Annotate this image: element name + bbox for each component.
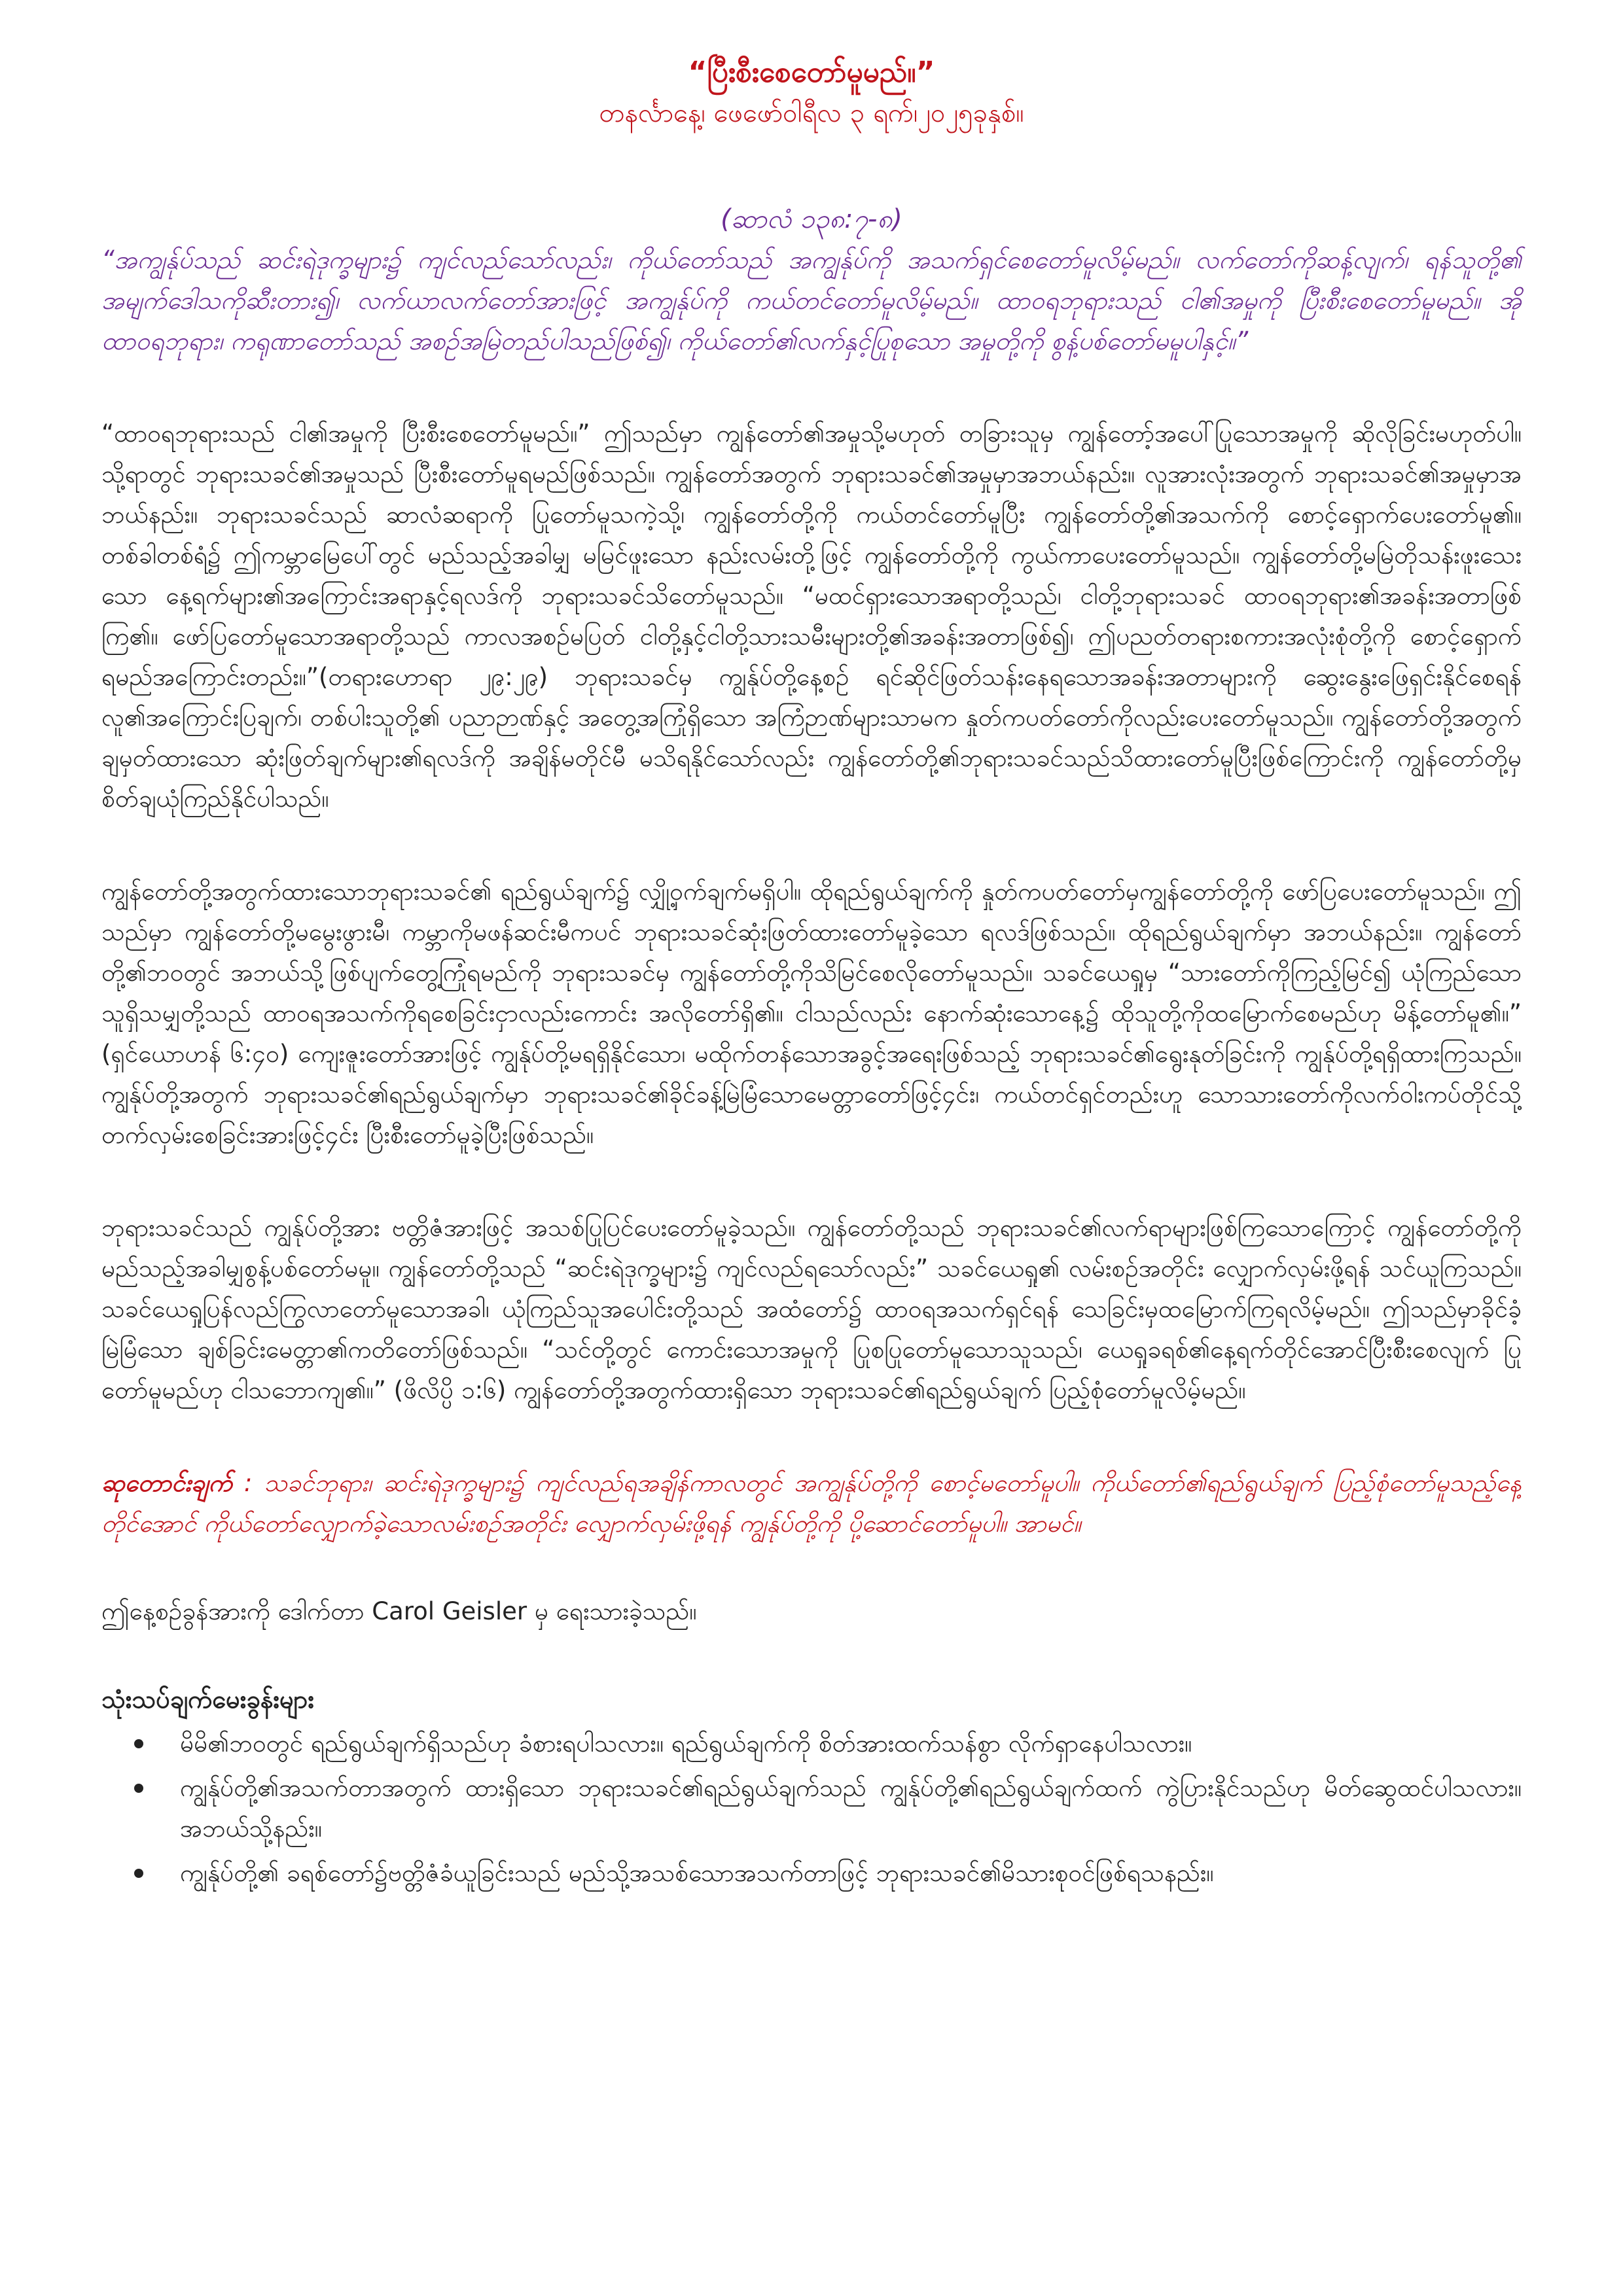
questions-list xyxy=(101,1723,1522,1894)
page-date: တနင်္လာနေ့၊ ဖေဖော်ဝါရီလ ၃ ရက်၊၂၀၂၅ခုနှစ်။ xyxy=(599,98,1024,128)
prayer xyxy=(101,1463,1522,1544)
page-title: “ပြီးစီးစေတော်မူမည်။” xyxy=(688,56,935,89)
prayer-label: ဆုတောင်းချက် xyxy=(101,1469,232,1497)
question-item xyxy=(180,1768,1522,1849)
bullet-icon xyxy=(134,1784,143,1793)
question-text: ကျွန်ုပ်တို့၏ ခရစ်တော်၌ဗတ္တိဇံခံယူခြင်းသည် မည်သို့အသစ်သောအသက်တာဖြင့် ဘုရားသခင်၏မိသားစုဝင်ဖြစ်ရသနည်း။ xyxy=(180,1859,1214,1887)
questions-heading: သုံးသပ်ချက်မေးခွန်းများ xyxy=(101,1685,315,1714)
question-text: ကျွန်ုပ်တို့၏အသက်တာအတွက် ထားရှိသော ဘုရားသခင်၏ရည်ရွယ်ချက်သည် ကျွန်ုပ်တို့၏ရည်ရွယ်ချက်ထက် ကွဲပြားနိုင်သည်ဟု မိတ်ဆွေထင်ပါသလား။ အဘယ်သို့နည်း။ xyxy=(180,1774,1522,1843)
body-paragraph-1: “ထာဝရဘုရားသည် ငါ၏အမှုကို ပြီးစီးစေတော်မူမည်။” ဤသည်မှာ ကျွန်တော်၏အမှုသို့မဟုတ် တခြားသူမှ ကျွန်တော့်အပေါ်ပြုသောအမှုကို ဆိုလိုခြင်းမဟုတ်ပါ။ သို့ရာတွင် ဘုရားသခင်၏အမှုသည် ပြီးစီးတော်မူရမည်ဖြစ်သည်။ ကျွန်တော်အတွက် ဘုရားသခင်၏အမှုမှာအဘယ်နည်း။ လူအားလုံးအတွက် ဘုရားသခင်၏အမှုမှာအဘယ်နည်း။ ဘုရားသခင်သည် ဆာလံဆရာကို ပြုတော်မူသကဲ့သို့၊ ကျွန်တော်တို့ကို ကယ်တင်တော်မူပြီး ကျွန်တော်တို့၏အသက်ကို စောင့်ရှောက်ပေးတော်မူ၏။ တစ်ခါတစ်ရံ၌ ဤကမ္ဘာမြေပေါ်တွင် မည်သည့်အခါမျှ မမြင်ဖူးသော နည်းလမ်းတို့ဖြင့် ကျွန်တော်တို့ကို ကွယ်ကာပေးတော်မူသည်။ ကျွန်တော်တို့မမြဲတိုသန်းဖူးသေးသော နေ့ရက်များ၏အကြောင်းအရာနှင့်ရလဒ်ကို ဘုရားသခင်သိတော်မူသည်။ “မထင်ရှားသောအရာတို့သည်၊ ငါတို့ဘုရားသခင် ထာဝရဘုရား၏အခန်းအတာဖြစ်ကြ၏။ ဖော်ပြတော်မူသောအရာတို့သည် ကာလအစဉ်မပြတ် ငါတို့နှင့်ငါတို့သားသမီးများတို့၏အခန်းအတာဖြစ်၍၊ ဤပညတ်တရားစကားအလုံးစုံတို့ကို စောင့်ရှောက်ရမည်အကြောင်းတည်း။”(တရားဟောရာ ၂၉:၂၉) ဘုရားသခင်မှ ကျွန်ုပ်တို့နေ့စဉ် ရင်ဆိုင်ဖြတ်သန်းနေရသောအခန်းအတာများကို ဆွေးနွေးဖြေရှင်းနိုင်စေရန် လူ၏အကြောင်းပြချက်၊ တစ်ပါးသူတို့၏ ပညာဉာဏ်နှင့် အတွေ့အကြုံရှိသော အကြံဉာဏ်များသာမက နှုတ်ကပတ်တော်ကိုလည်းပေးတော်မူသည်။ ကျွန်တော်တို့အတွက်ချမှတ်ထားသော ဆုံးဖြတ်ချက်များ၏ရလဒ်ကို အချိန်မတိုင်မီ မသိရနိုင်သော်လည်း ကျွန်တော်တို့၏ဘုရားသခင်သည်သိထားတော်မူပြီးဖြစ်ကြောင်းကို ကျွန်တော်တို့မှ စိတ်ချယုံကြည်နိုင်ပါသည်။ xyxy=(101,419,1522,813)
body-paragraph-2: ကျွန်တော်တို့အတွက်ထားသောဘုရားသခင်၏ ရည်ရွယ်ချက်၌ လျှို့ဝှက်ချက်မရှိပါ။ ထိုရည်ရွယ်ချက်ကို နှုတ်ကပတ်တော်မှကျွန်တော်တို့ကို ဖော်ပြပေးတော်မူသည်။ ဤသည်မှာ ကျွန်တော်တို့မမွေးဖွားမီ၊ ကမ္ဘာကိုမဖန်ဆင်းမီကပင် ဘုရားသခင်ဆုံးဖြတ်ထားတော်မူခဲ့သော ရလဒ်ဖြစ်သည်။ ထိုရည်ရွယ်ချက်မှာ အဘယ်နည်း။ ကျွန်တော်တို့၏ဘဝတွင် အဘယ်သို့ဖြစ်ပျက်တွေ့ကြုံရမည်ကို ဘုရားသခင်မှ ကျွန်တော်တို့ကိုသိမြင်စေလိုတော်မူသည်။ သခင်ယေရှုမှ “သားတော်ကိုကြည့်မြင်၍ ယုံကြည်သောသူရှိသမျှတို့သည် ထာဝရအသက်ကိုရစေခြင်းငှာလည်းကောင်း အလိုတော်ရှိ၏။ ငါသည်လည်း နောက်ဆုံးသောနေ့၌ ထိုသူတို့ကိုထမြောက်စေမည်ဟု မိန့်တော်မူ၏။” (ရှင်ယောဟန် ၆:၄၀) ကျေးဇူးတော်အားဖြင့် ကျွန်ုပ်တို့မရရှိနိုင်သော၊ မထိုက်တန်သောအခွင့်အရေးဖြစ်သည့် ဘုရားသခင်၏ရွေးနုတ်ခြင်းကို ကျွန်ုပ်တို့ရရှိထားကြသည်။ ကျွန်ုပ်တို့အတွက် ဘုရားသခင်၏ရည်ရွယ်ချက်မှာ ဘုရားသခင်၏ခိုင်ခန့်မြဲမြံသောမေတ္တာတော်ဖြင့်၄င်း၊ ကယ်တင်ရှင်တည်းဟူ သောသားတော်ကိုလက်ဝါးကပ်တိုင်သို့ တက်လှမ်းစေခြင်းအားဖြင့်၄င်း ပြီးစီးတော်မူခဲ့ပြီးဖြစ်သည်။ xyxy=(101,877,1522,1149)
scripture-reference: (ဆာလံ ၁၃၈:၇-၈) xyxy=(721,204,902,234)
body-paragraph-3: ဘုရားသခင်သည် ကျွန်ုပ်တို့အား ဗတ္တိဇံအားဖြင့် အသစ်ပြုပြင်ပေးတော်မူခဲ့သည်။ ကျွန်တော်တို့သည် ဘုရားသခင်၏လက်ရာများဖြစ်ကြသောကြောင့် ကျွန်တော်တို့ကို မည်သည့်အခါမျှစွန့်ပစ်တော်မမူ။ ကျွန်တော်တို့သည် “ဆင်းရဲဒုက္ခများ၌ ကျင်လည်ရသော်လည်း” သခင်ယေရှု၏ လမ်းစဉ်အတိုင်း လျှောက်လှမ်းဖို့ရန် သင်ယူကြသည်။ သခင်ယေရှုပြန်လည်ကြွလာတော်မူသောအခါ၊ ယုံကြည်သူအပေါင်းတို့သည် အထံတော်၌ ထာဝရအသက်ရှင်ရန် သေခြင်းမှထမြောက်ကြရလိမ့်မည်။ ဤသည်မှာခိုင်ခံ့မြဲမြံသော ချစ်ခြင်းမေတ္တာ၏ကတိတော်ဖြစ်သည်။ “သင်တို့တွင် ကောင်းသောအမှုကို ပြုစပြုတော်မူသောသူသည်၊ ယေရှုခရစ်၏နေ့ရက်တိုင်အောင်ပြီးစီးစေလျက် ပြုတော်မူမည်ဟု ငါသဘောကျ၏။” (ဖိလိပ္ပိ ၁:၆) ကျွန်တော်တို့အတွက်ထားရှိသော ဘုရားသခင်၏ရည်ရွယ်ချက် ပြည့်စုံတော်မူလိမ့်မည်။ xyxy=(101,1214,1522,1404)
bullet-icon xyxy=(134,1739,143,1748)
prayer-text: : သခင်ဘုရား၊ ဆင်းရဲဒုက္ခများ၌ ကျင်လည်ရအချိန်ကာလတွင် အကျွန်ုပ်တို့ကို စောင့်မတော်မူပါ။ ကိုယ်တော်၏ရည်ရွယ်ချက် ပြည့်စုံတော်မူသည့်နေ့တိုင်အောင် ကိုယ်တော်လျှောက်ခဲ့သောလမ်းစဉ်အတိုင်း လျှောက်လှမ်းဖို့ရန် ကျွန်ုပ်တို့ကို ပို့ဆောင်တော်မူပါ။ အာမင်။ xyxy=(101,1469,1522,1538)
author-credit: ဤနေ့စဉ်ခွန်အားကို ဒေါက်တာ Carol Geisler မှ ရေးသားခဲ့သည်။ xyxy=(101,1597,697,1625)
question-item xyxy=(180,1853,1522,1894)
scripture-text: “အကျွန်ုပ်သည် ဆင်းရဲဒုက္ခများ၌ ကျင်လည်သော်လည်း၊ ကိုယ်တော်သည် အကျွန်ုပ်ကို အသက်ရှင်စေတော်မူလိမ့်မည်။ လက်တော်ကိုဆန့်လျက်၊ ရန်သူတို့၏ အမျက်ဒေါသကိုဆီးတား၍၊ လက်ယာလက်တော်အားဖြင့် အကျွန်ုပ်ကို ကယ်တင်တော်မူလိမ့်မည်။ ထာဝရဘုရားသည် ငါ၏အမှုကို ပြီးစီးစေတော်မူမည်။ အိုထာဝရဘုရား၊ ကရုဏာတော်သည် အစဉ်အမြဲတည်ပါသည်ဖြစ်၍၊ ကိုယ်တော်၏လက်နှင့်ပြုစုသော အမှုတို့ကို စွန့်ပစ်တော်မမူပါနှင့်။” xyxy=(101,245,1522,355)
bullet-icon xyxy=(134,1869,143,1878)
question-text: မိမိ၏ဘဝတွင် ရည်ရွယ်ချက်ရှိသည်ဟု ခံစားရပါသလား။ ရည်ရွယ်ချက်ကို စိတ်အားထက်သန်စွာ လိုက်ရှာနေပါသလား။ xyxy=(180,1729,1192,1757)
question-item xyxy=(180,1723,1522,1764)
